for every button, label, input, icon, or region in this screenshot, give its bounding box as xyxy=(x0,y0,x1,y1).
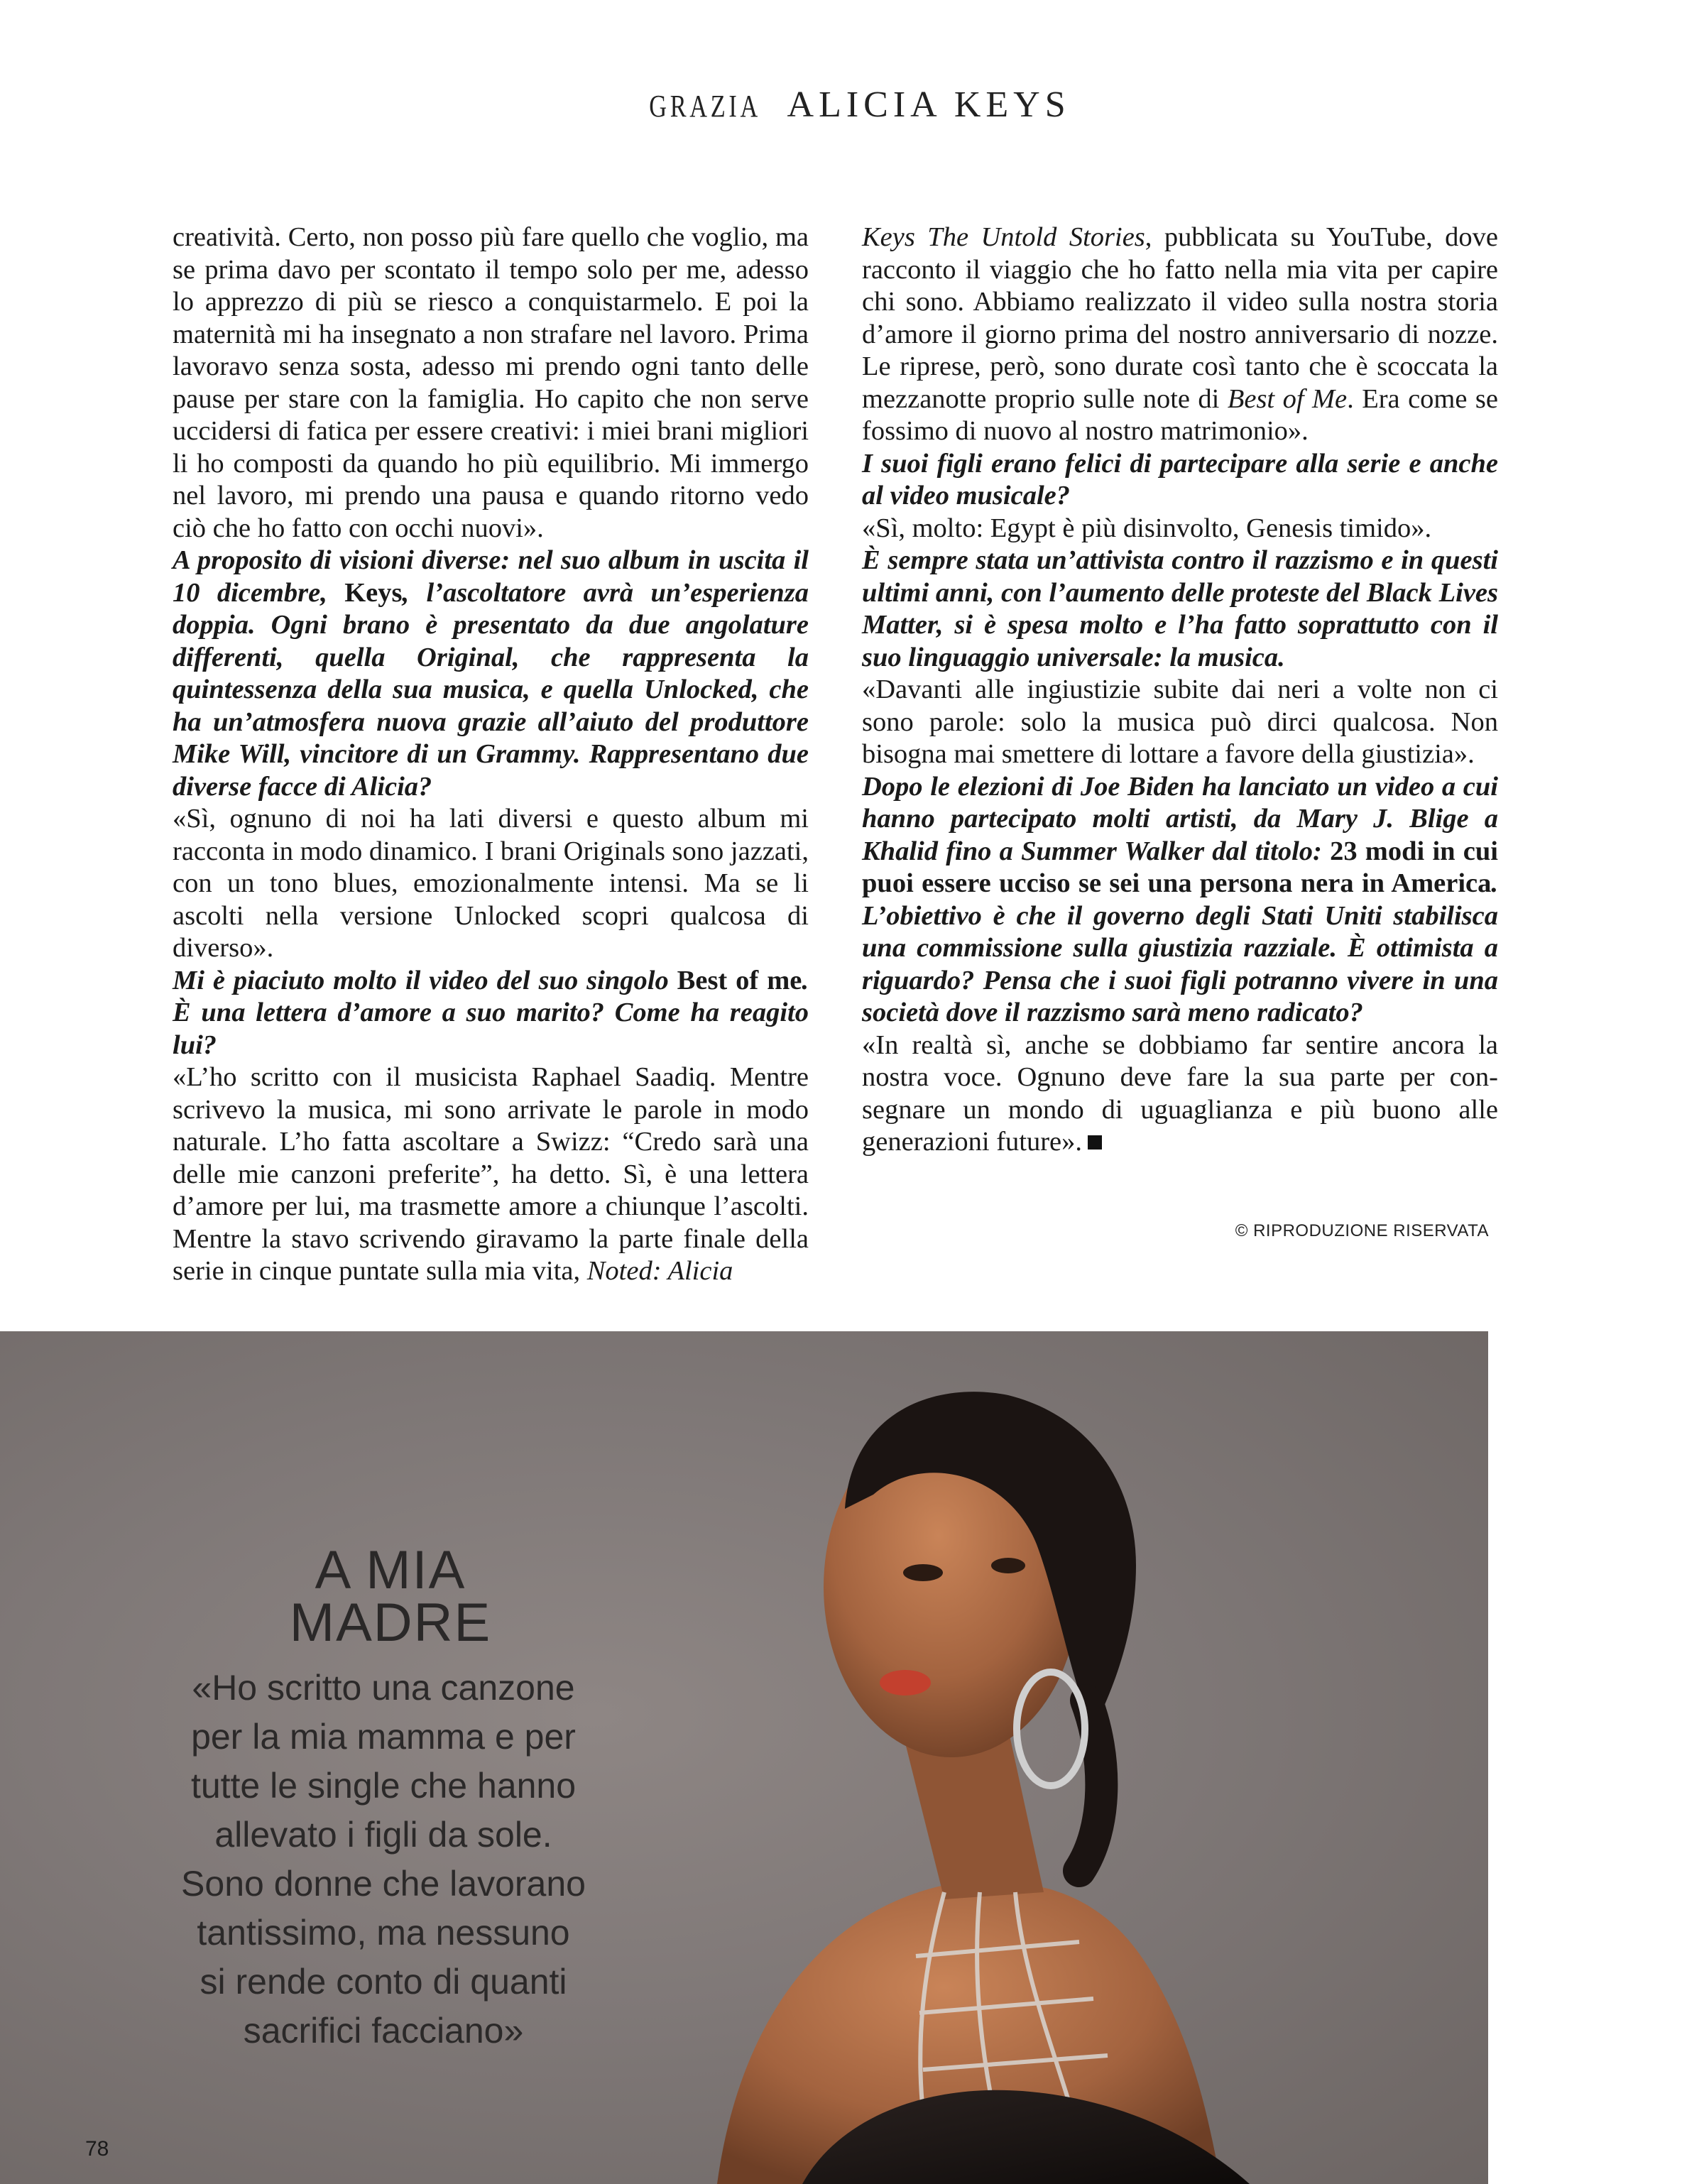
text-run: «In realtà sì, anche se dobbiamo far sentire ancora la nostra voce. Ognuno deve fare la sua parte per consegnare un mondo di uguaglianza e più buono alle generazioni future». xyxy=(862,1030,1498,1157)
text-run: Best of Me xyxy=(1227,383,1348,414)
text-run: 23 modi in cui puoi essere ucciso se sei una persona nera in America xyxy=(862,836,1499,898)
interview-question xyxy=(862,545,1498,674)
pull-quote-line: «Ho scritto una canzone xyxy=(192,1668,575,1708)
text-run: . Era come se fossimo di nuovo al nostro matrimonio». xyxy=(862,383,1498,446)
text-run: Noted: Alicia xyxy=(586,1256,733,1286)
text-run: È sempre stata un’attivista contro il razzismo e in questi ultimi anni, con l’aumento delle proteste del Black Lives Matter, si è spesa molto e l’ha fatto soprattutto con il suo linguaggio universale: la musica. xyxy=(862,545,1498,672)
section-title: ALICIA KEYS xyxy=(787,84,1071,125)
interview-question xyxy=(862,448,1498,513)
text-run: Keys The Untold Stories xyxy=(862,222,1145,252)
interview-question xyxy=(173,965,809,1062)
text-run: Keys xyxy=(344,577,403,608)
text-run: Mi è piaciuto molto il video del suo singolo xyxy=(173,965,677,995)
text-run: A proposito di visioni diverse: nel suo album in uscita il 10 dicembre, xyxy=(173,545,809,608)
pull-quote-line: tutte le single che hanno xyxy=(190,1766,577,1806)
text-run: «L’ho scritto con il musicista Raphael Saadiq. Mentre scrivevo la musica, mi sono arrivate le parole in modo naturale. L’ho fatta ascoltare a Swizz: “Credo sarà una delle mie canzoni preferite”, ha detto. Sì, è una lettera d’amore per lui, ma trasmette amore a chiunque l’ascolti. Mentre la stavo scrivendo giravamo la parte finale della serie in cinque puntate sulla mia vita, xyxy=(173,1062,809,1286)
text-run: . L’obiettivo è che il governo degli Stati Uniti stabilisca una commissione sulla giustizia razziale. È ottimista a riguardo? Pensa che i suoi figli potranno vivere in una società dove il razzismo sarà meno radicato? xyxy=(862,868,1498,1027)
interview-question xyxy=(862,771,1498,1030)
pull-quote xyxy=(128,1664,639,2055)
text-run: «Davanti alle ingiustizie subite dai neri a volte non ci sono parole: solo la musica può dirci qualcosa. Non bisogna mai smettere di lottare a favore della giustizia». xyxy=(862,675,1498,769)
pull-quote-line: Sono donne che lavorano xyxy=(181,1864,586,1904)
interview-question xyxy=(173,545,809,803)
text-run: . È una lettera d’amore a suo marito? Come ha reagito lui? xyxy=(173,965,809,1060)
text-run: «Sì, molto: Egypt è più disinvolto, Genesis timido». xyxy=(862,513,1432,543)
pull-quote-line: sacrifici facciano» xyxy=(243,2011,524,2051)
interview-answer xyxy=(862,1030,1498,1159)
text-run: Dopo le elezioni di Joe Biden ha lanciato un video a cui hanno partecipato molti artisti, da Mary J. Blige a Khalid fino a Summer Walker dal titolo: xyxy=(862,771,1498,866)
pull-quote-line: per la mia mamma e per xyxy=(191,1717,576,1757)
end-of-article-mark xyxy=(1088,1135,1102,1150)
text-run: creatività. Certo, non posso più fare quello che voglio, ma se prima davo per scontato il tempo solo per me, adesso lo apprezzo di più se riesco a conquistarmelo. E poi la maternità mi ha insegnato a non strafare nel lavoro. Prima lavoravo senza sosta, adesso mi prendo ogni tanto delle pause per stare con la famiglia. Ho capito che non serve uccidersi di fatica per essere creativi: i miei brani migliori li ho composti da quando ho più equilibrio. Mi immergo nel lavoro, mi prendo una pausa e quando ritorno vedo ciò che ho fatto con occhi nuovi». xyxy=(173,222,809,543)
text-run: «Sì, ognuno di noi ha lati diversi e questo album mi racconta in modo dinamico. I brani Originals sono jazzati, con un tono blues, emozionalmente intensi. Ma se li ascolti nella versione Unlocked scopri qualcosa di diverso». xyxy=(173,804,809,963)
copyright-notice: © RIPRODUZIONE RISERVATA xyxy=(1235,1221,1489,1240)
pull-quote-title-line: MADRE xyxy=(289,1593,492,1653)
right-column xyxy=(862,222,1498,1159)
text-run: Best of me xyxy=(677,965,802,995)
pull-quote-title-line: A MIA xyxy=(315,1540,466,1600)
running-head xyxy=(0,84,1704,126)
pull-quote-title xyxy=(163,1540,618,1653)
interview-answer xyxy=(862,513,1498,545)
text-run: , pubblicata su YouTube, dove racconto il viaggio che ho fatto nella mia vita per capire chi sono. Abbiamo realizzato il video sulla nostra storia d’amore il giorno prima del nostro anniversario di nozze. Le riprese, però, sono durate così tanto che è scoccata la mezzanotte proprio sulle note di xyxy=(862,222,1498,414)
interview-answer xyxy=(173,1061,809,1288)
interview-answer xyxy=(173,222,809,545)
interview-answer xyxy=(862,222,1498,448)
left-column xyxy=(173,222,809,1288)
eye xyxy=(903,1564,943,1581)
lips xyxy=(880,1670,931,1696)
magazine-name: GRAZIA xyxy=(649,89,762,124)
pull-quote-line: si rende conto di quanti xyxy=(200,1962,567,2002)
text-run: I suoi figli erano felici di partecipare alla serie e anche al video musicale? xyxy=(862,448,1498,510)
text-run: , l’ascoltatore avrà un’esperienza doppia. Ogni brano è presentato da due angolature differenti, quella Original, che rappresenta la quintessenza della sua musica, e quella Unlocked, che ha un’atmosfera nuova grazie all’aiuto del produttore Mike Will, vincitore di un Grammy. Rappresentano due diverse facce di Alicia? xyxy=(173,577,809,802)
eye xyxy=(991,1558,1025,1573)
pull-quote-line: allevato i figli da sole. xyxy=(214,1815,552,1855)
page-number: 78 xyxy=(85,2137,109,2161)
pull-quote-line: tantissimo, ma nessuno xyxy=(197,1913,570,1953)
interview-answer xyxy=(173,803,809,965)
interview-answer xyxy=(862,674,1498,771)
